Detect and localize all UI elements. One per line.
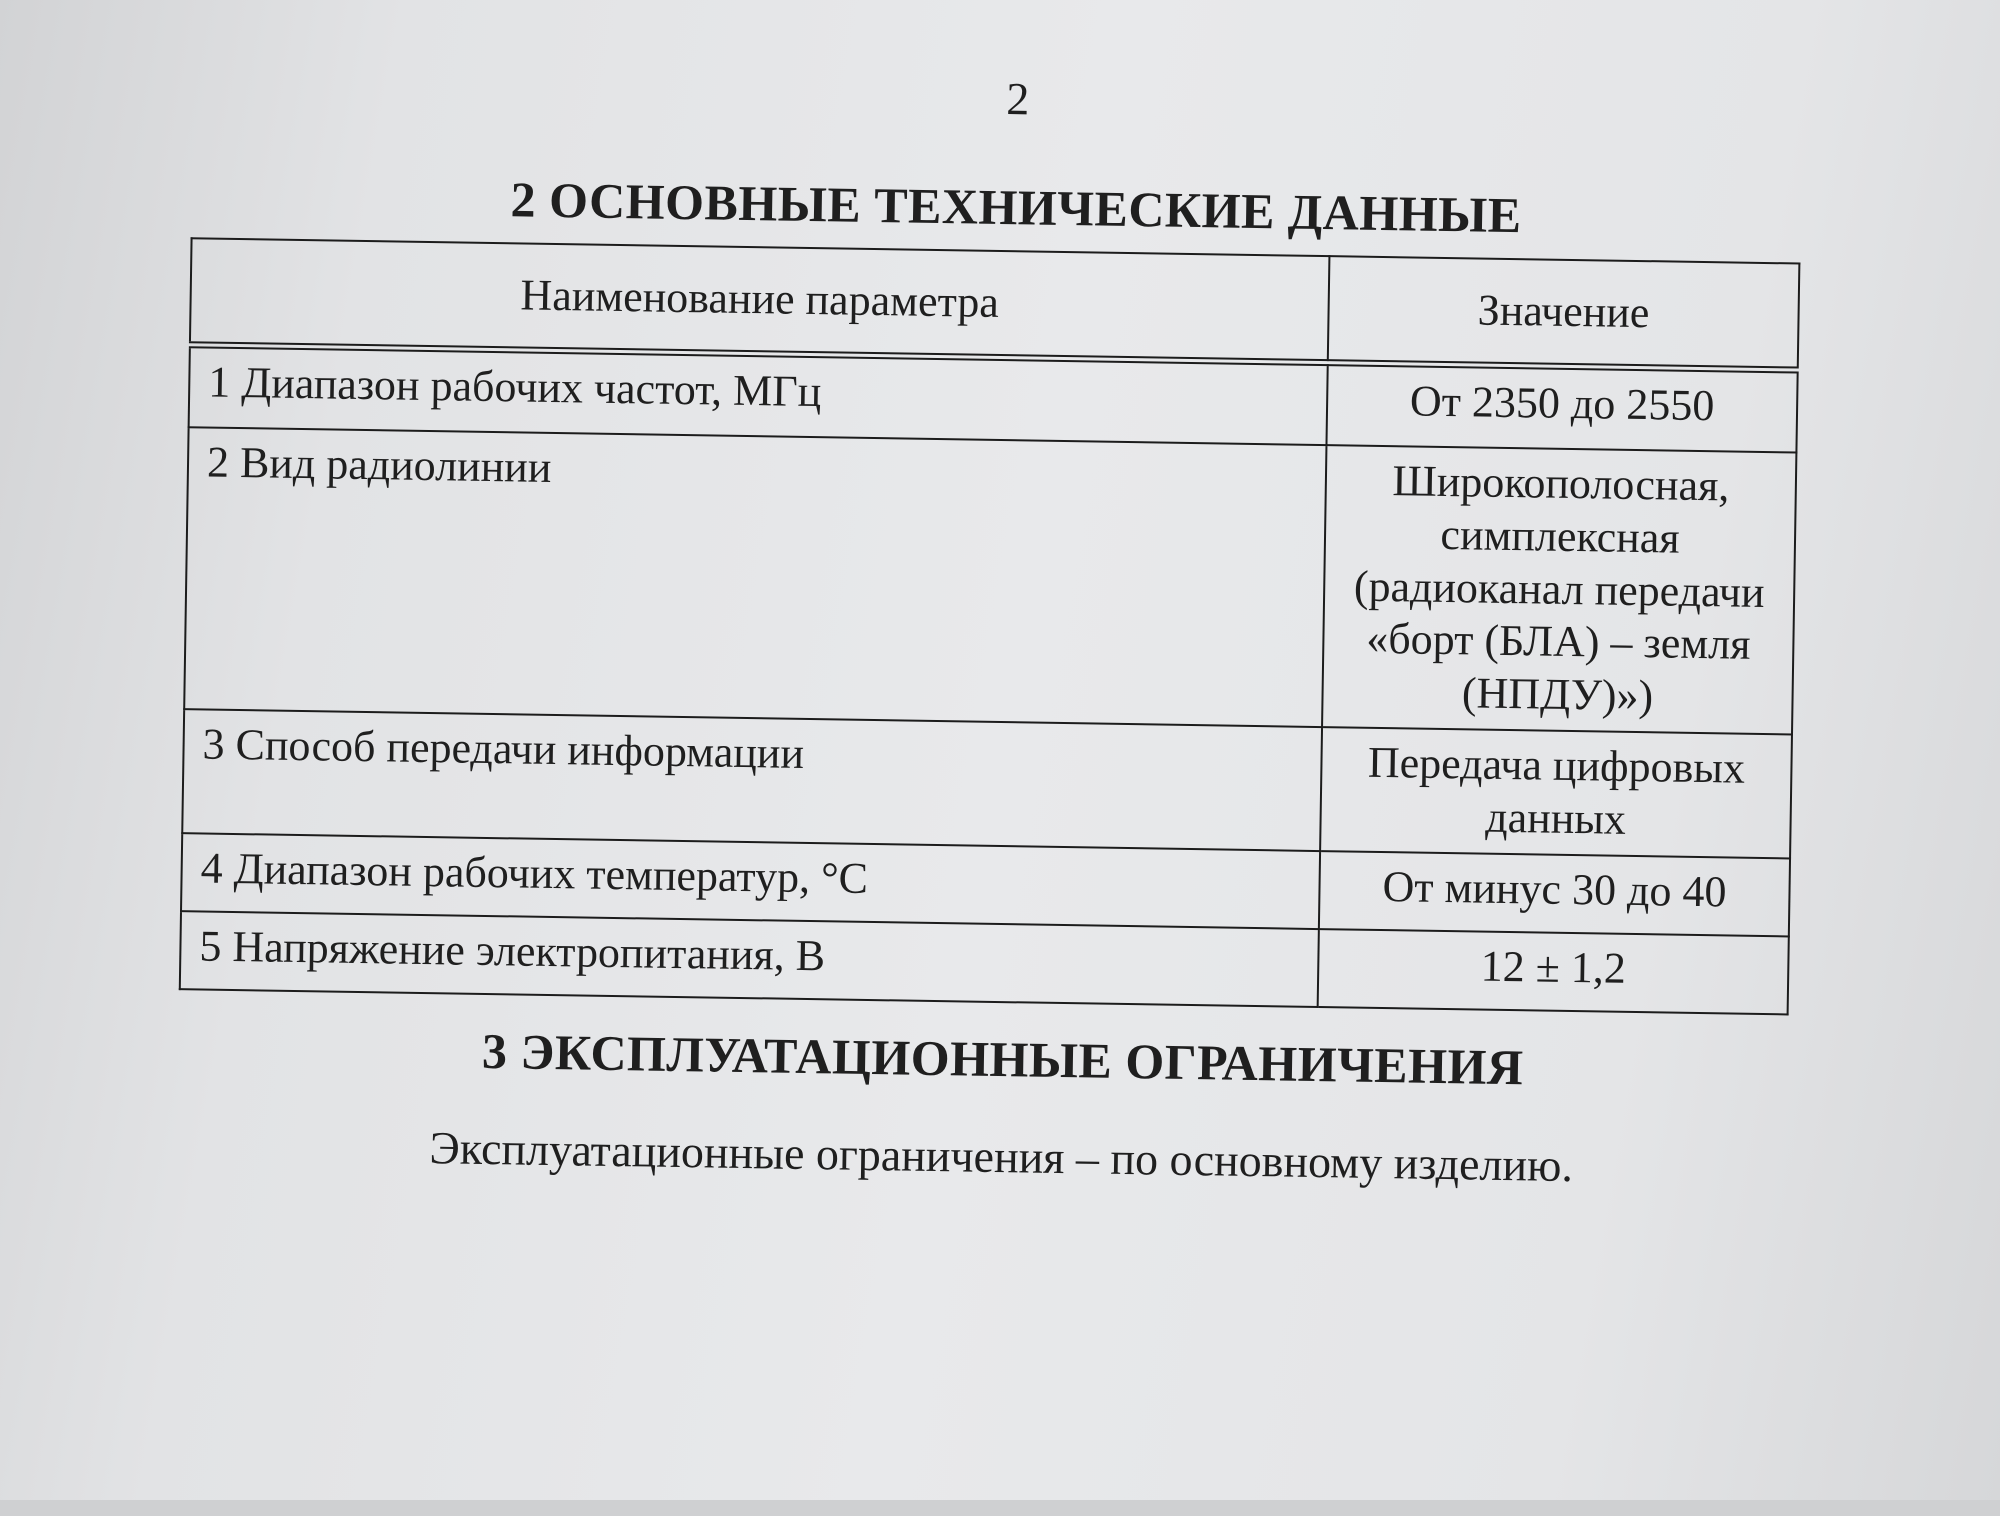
value-cell — [1322, 445, 1796, 734]
parameter-cell: 2 Вид радиолинии — [184, 427, 1326, 727]
value-line: симплексная — [1440, 509, 1680, 563]
parameter-cell: 4 Диапазон рабочих температур, °С — [181, 833, 1320, 929]
page-number: 2 — [1005, 73, 1030, 125]
parameter-cell: 1 Диапазон рабочих частот, МГц — [189, 345, 1328, 445]
value-line: 12 ± 1,2 — [1480, 941, 1627, 993]
header-parameter-name: Наименование параметра — [190, 238, 1330, 362]
parameter-cell: 3 Способ передачи информации — [182, 709, 1322, 850]
value-cell — [1318, 929, 1789, 1014]
value-line: «борт (БЛА) – земля — [1366, 614, 1751, 670]
value-line: (НПДУ)») — [1461, 668, 1654, 721]
value-line: (радиоканал передачи — [1353, 561, 1765, 617]
section-3-text: Эксплуатационные ограничения – по основному изделию. — [429, 1122, 1574, 1192]
parameter-cell: 5 Напряжение электропитания, В — [180, 911, 1319, 1007]
value-cell — [1320, 727, 1792, 858]
header-value: Значение — [1328, 256, 1800, 370]
section-2-heading: 2 ОСНОВНЫЕ ТЕХНИЧЕСКИЕ ДАННЫЕ — [510, 171, 1523, 244]
technical-data-table — [179, 237, 1801, 1015]
value-line: Широкополосная, — [1392, 456, 1730, 511]
table-row — [184, 427, 1796, 734]
value-cell — [1326, 363, 1797, 453]
value-line: От 2350 до 2550 — [1409, 376, 1715, 431]
value-line: Передача цифровых — [1367, 737, 1746, 793]
value-line: данных — [1484, 792, 1627, 844]
value-line: От минус 30 до 40 — [1382, 861, 1727, 917]
section-3-heading: 3 ЭКСПЛУАТАЦИОННЫЕ ОГРАНИЧЕНИЯ — [481, 1022, 1524, 1096]
value-cell — [1319, 851, 1790, 936]
